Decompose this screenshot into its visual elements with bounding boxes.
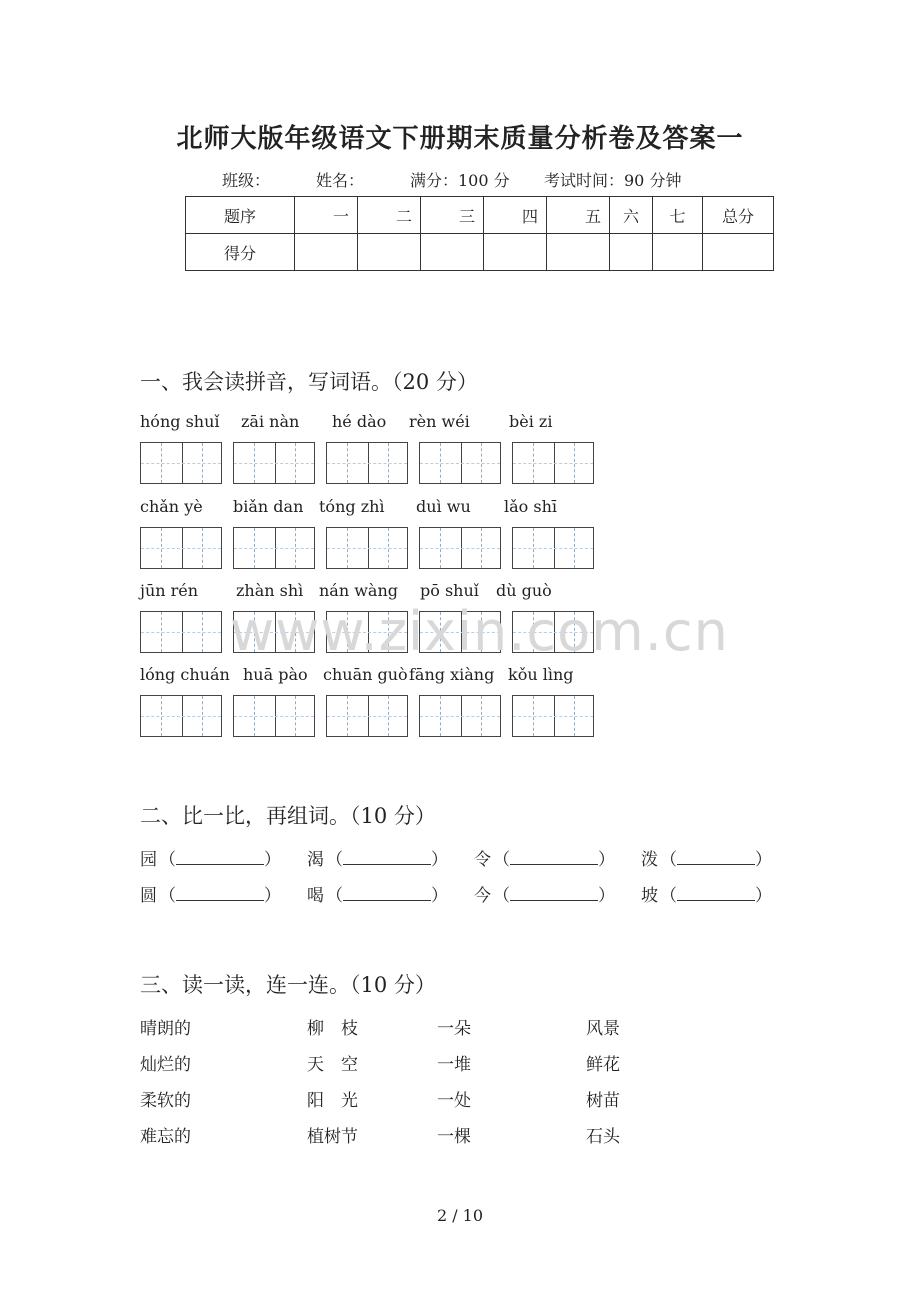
close-paren: ）	[755, 850, 772, 870]
score-input-cell[interactable]	[653, 234, 703, 271]
pinyin-label: dù guò	[496, 581, 552, 600]
table-cell: 一	[295, 197, 358, 234]
score-table-header-row	[186, 197, 774, 234]
pinyin-label: bèi zi	[509, 412, 553, 431]
pinyin-label: kǒu lìng	[508, 665, 574, 684]
open-paren: （	[159, 850, 176, 870]
name-label: 姓名：	[316, 171, 365, 190]
close-paren: ）	[431, 886, 448, 906]
writing-grid[interactable]	[140, 527, 222, 569]
table-cell: 四	[484, 197, 547, 234]
match-item[interactable]: 柔软的	[140, 1091, 191, 1111]
word-item	[474, 845, 615, 870]
table-cell: 五	[547, 197, 610, 234]
pinyin-label: pō shuǐ	[420, 581, 479, 600]
match-item[interactable]: 一棵	[437, 1127, 471, 1147]
score-input-cell[interactable]	[484, 234, 547, 271]
answer-blank[interactable]	[343, 884, 431, 901]
word-item	[140, 881, 281, 906]
class-label: 班级：	[222, 171, 271, 190]
match-item[interactable]: 植树节	[307, 1127, 358, 1147]
match-item[interactable]: 晴朗的	[140, 1019, 191, 1039]
writing-grid[interactable]	[326, 695, 408, 737]
word-character: 令	[474, 850, 491, 870]
table-cell: 三	[421, 197, 484, 234]
pinyin-label: biǎn dan	[233, 497, 304, 516]
score-input-cell[interactable]	[358, 234, 421, 271]
score-input-cell[interactable]	[610, 234, 653, 271]
answer-blank[interactable]	[343, 848, 431, 865]
word-item	[474, 881, 615, 906]
pinyin-label: chǎn yè	[140, 497, 203, 516]
word-item	[307, 845, 448, 870]
match-item[interactable]: 阳 光	[307, 1091, 358, 1111]
answer-blank[interactable]	[510, 848, 598, 865]
match-item[interactable]: 鲜花	[586, 1055, 620, 1075]
table-cell: 总分	[703, 197, 774, 234]
word-item	[140, 845, 281, 870]
pinyin-label: lóng chuán	[140, 665, 230, 684]
exam-time-label: 考试时间：90 分钟	[544, 171, 682, 190]
document-title: 北师大版年级语文下册期末质量分析卷及答案一	[176, 124, 744, 154]
answer-blank[interactable]	[176, 884, 264, 901]
table-cell: 得分	[186, 234, 295, 271]
word-character: 喝	[307, 886, 324, 906]
writing-grid[interactable]	[140, 695, 222, 737]
match-item[interactable]: 难忘的	[140, 1127, 191, 1147]
pinyin-label: fāng xiàng	[409, 665, 495, 684]
section-1-heading: 一、我会读拼音，写词语。（20 分）	[140, 370, 478, 394]
word-character: 坡	[641, 886, 658, 906]
open-paren: （	[660, 886, 677, 906]
full-score-label: 满分：100 分	[410, 171, 510, 190]
close-paren: ）	[755, 886, 772, 906]
score-input-cell[interactable]	[295, 234, 358, 271]
open-paren: （	[493, 886, 510, 906]
close-paren: ）	[264, 850, 281, 870]
pinyin-label: nán wàng	[319, 581, 399, 600]
pinyin-label: jūn rén	[140, 581, 199, 600]
section-3-heading: 三、读一读，连一连。（10 分）	[140, 973, 436, 997]
writing-grid[interactable]	[419, 442, 501, 484]
match-item[interactable]: 一处	[437, 1091, 471, 1111]
open-paren: （	[493, 850, 510, 870]
close-paren: ）	[598, 886, 615, 906]
score-input-cell[interactable]	[421, 234, 484, 271]
word-character: 渴	[307, 850, 324, 870]
pinyin-label: rèn wéi	[409, 412, 470, 431]
score-input-cell[interactable]	[703, 234, 774, 271]
pinyin-label: hé dào	[332, 412, 387, 431]
pinyin-label: zāi nàn	[241, 412, 300, 431]
close-paren: ）	[598, 850, 615, 870]
match-item[interactable]: 石头	[586, 1127, 620, 1147]
pinyin-label: chuān guò	[323, 665, 408, 684]
close-paren: ）	[264, 886, 281, 906]
writing-grid[interactable]	[512, 695, 594, 737]
word-item	[641, 845, 772, 870]
writing-grid[interactable]	[512, 442, 594, 484]
match-item[interactable]: 一堆	[437, 1055, 471, 1075]
writing-grid[interactable]	[326, 527, 408, 569]
match-item[interactable]: 天 空	[307, 1055, 358, 1075]
writing-grid[interactable]	[512, 527, 594, 569]
table-cell: 七	[653, 197, 703, 234]
page-number: 2 / 10	[436, 1206, 484, 1225]
match-item[interactable]: 一朵	[437, 1019, 471, 1039]
pinyin-label: zhàn shì	[236, 581, 304, 600]
open-paren: （	[326, 850, 343, 870]
answer-blank[interactable]	[510, 884, 598, 901]
close-paren: ）	[431, 850, 448, 870]
answer-blank[interactable]	[677, 884, 755, 901]
word-item	[641, 881, 772, 906]
writing-grid[interactable]	[233, 442, 315, 484]
section-2-heading: 二、比一比，再组词。（10 分）	[140, 804, 436, 828]
table-cell: 二	[358, 197, 421, 234]
writing-grid[interactable]	[419, 527, 501, 569]
word-character: 泼	[641, 850, 658, 870]
writing-grid[interactable]	[140, 442, 222, 484]
match-item[interactable]: 灿烂的	[140, 1055, 191, 1075]
word-character: 今	[474, 886, 491, 906]
open-paren: （	[660, 850, 677, 870]
score-table-score-row	[186, 234, 774, 271]
table-cell: 六	[610, 197, 653, 234]
writing-grid[interactable]	[140, 611, 222, 653]
word-character: 园	[140, 850, 157, 870]
pinyin-label: tóng zhì	[319, 497, 385, 516]
pinyin-label: huā pào	[243, 665, 308, 684]
word-character: 圆	[140, 886, 157, 906]
answer-blank[interactable]	[176, 848, 264, 865]
match-item[interactable]: 柳 枝	[307, 1019, 358, 1039]
word-item	[307, 881, 448, 906]
match-item[interactable]: 树苗	[586, 1091, 620, 1111]
writing-grid[interactable]	[326, 442, 408, 484]
watermark: www.zixin.com.cn	[230, 600, 729, 663]
pinyin-label: lǎo shī	[504, 497, 558, 516]
score-input-cell[interactable]	[547, 234, 610, 271]
writing-grid[interactable]	[233, 695, 315, 737]
answer-blank[interactable]	[677, 848, 755, 865]
writing-grid[interactable]	[233, 527, 315, 569]
match-item[interactable]: 风景	[586, 1019, 620, 1039]
open-paren: （	[159, 886, 176, 906]
open-paren: （	[326, 886, 343, 906]
pinyin-label: duì wu	[416, 497, 471, 516]
writing-grid[interactable]	[419, 695, 501, 737]
table-cell: 题序	[186, 197, 295, 234]
score-table	[185, 196, 774, 271]
pinyin-label: hóng shuǐ	[140, 412, 220, 431]
